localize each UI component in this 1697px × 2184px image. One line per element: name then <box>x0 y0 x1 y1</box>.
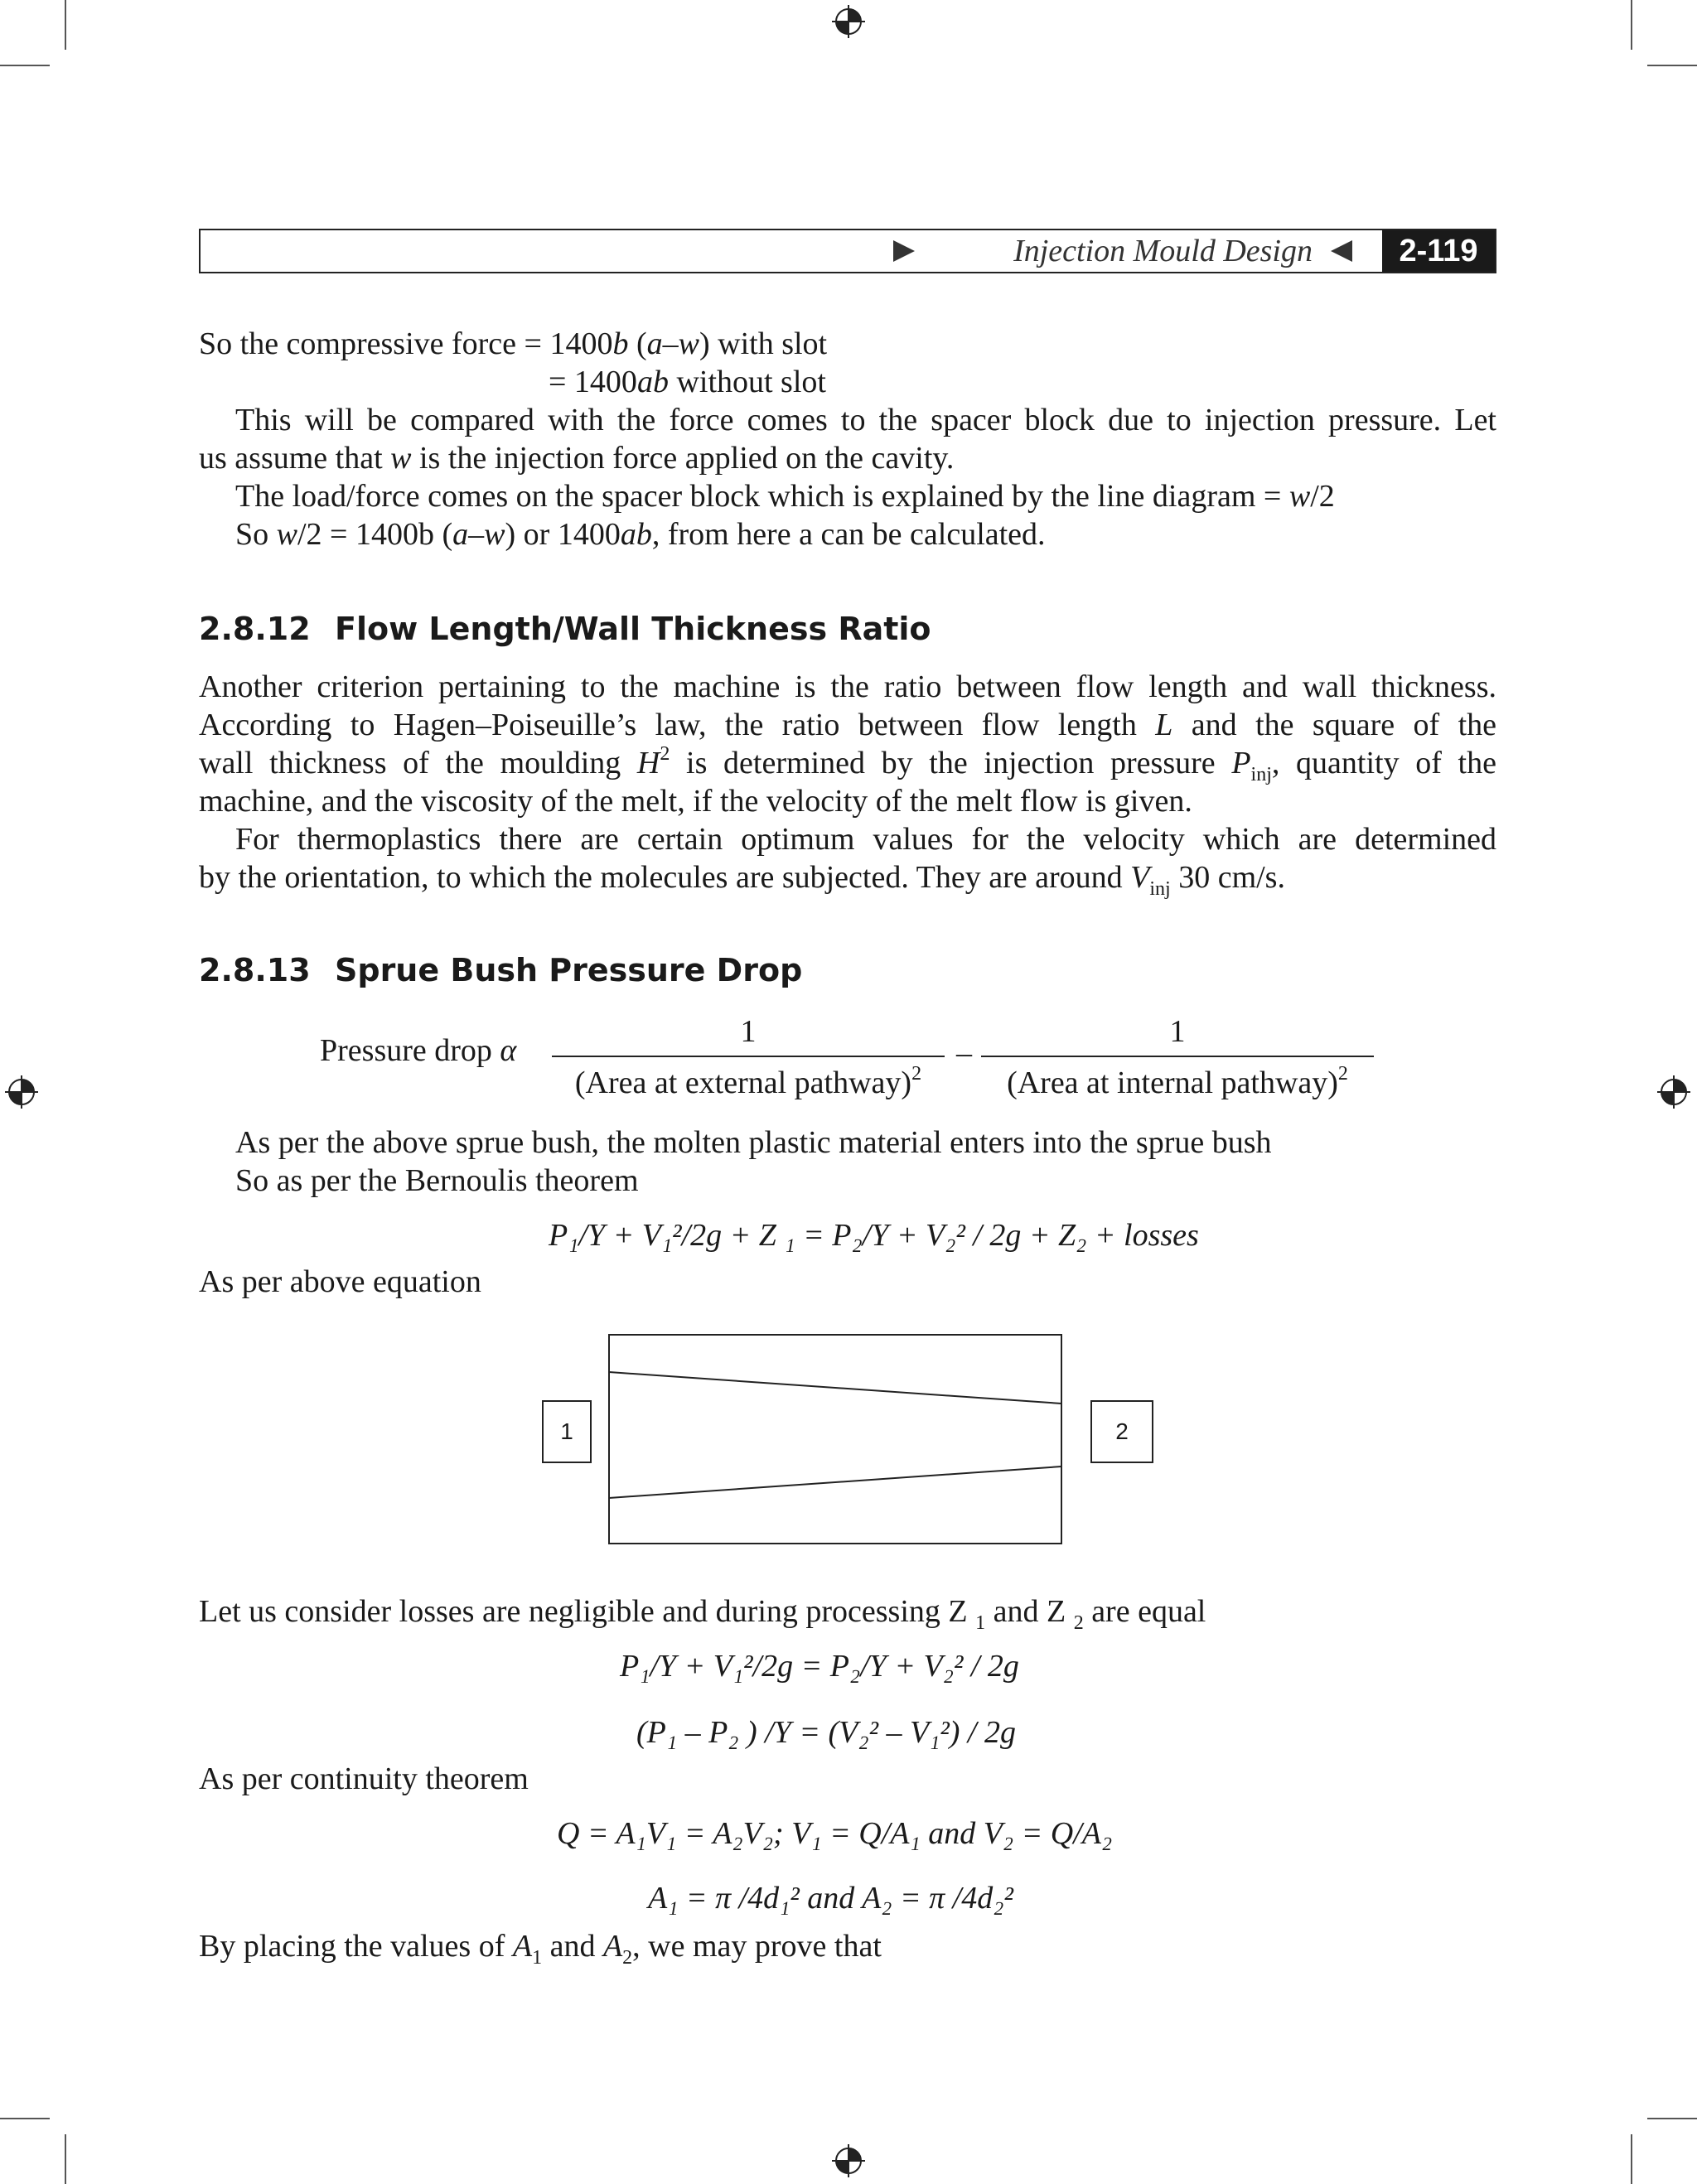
sprue-bush-outline <box>609 1335 1061 1544</box>
running-title: Injection Mould Design <box>1013 234 1313 268</box>
section-title: Flow Length/Wall Thickness Ratio <box>335 611 931 647</box>
registration-mark-right-icon <box>1657 1075 1690 1109</box>
running-header <box>199 229 1496 273</box>
sprue-bush-diagram <box>608 1334 1062 1544</box>
intro-line-2: = 1400ab without slot <box>549 365 826 399</box>
text-continuity: As per continuity theorem <box>199 1761 529 1796</box>
formula-minus: – <box>956 1036 972 1070</box>
intro-line-4: us assume that w is the injection force applied on the cavity. <box>199 441 955 476</box>
registration-mark-top-icon <box>832 5 865 38</box>
equation-4: A₁ = π /4d₁² and A₂ = π /4d₂² <box>648 1881 1013 1916</box>
registration-mark-left-icon <box>5 1075 38 1109</box>
triangle-right-icon <box>893 240 915 262</box>
crop-mark-tl-h <box>0 65 50 66</box>
formula-label: Pressure drop α <box>320 1033 517 1068</box>
crop-mark-bl-h <box>0 2118 50 2119</box>
fraction-internal: 1 (Area at internal pathway)$^2$ <box>981 1012 1374 1102</box>
section-number: 2.8.12 <box>199 611 311 647</box>
section-heading-2-8-13 <box>199 951 802 989</box>
intro-line-5: The load/force comes on the spacer block which is explained by the line diagram = w/2 <box>235 479 1335 514</box>
diagram-label-2: 2 <box>1090 1400 1153 1463</box>
diagram-label-1: 1 <box>542 1400 592 1463</box>
intro-line-1: So the compressive force = 1400b (a–w) with slot <box>199 326 828 361</box>
section-title: Sprue Bush Pressure Drop <box>335 952 803 988</box>
para1-line-3: wall thickness of the moulding $H^2$ is determined by the injection pressure $P_{inj}$, quantity of the <box>199 743 1496 785</box>
crop-mark-br-v <box>1631 2134 1632 2184</box>
sprue-taper-bottom <box>609 1466 1061 1498</box>
crop-mark-tr-h <box>1647 65 1697 66</box>
crop-mark-bl-v <box>65 2134 66 2184</box>
para2-line-2: by the orientation, to which the molecules are subjected. They are around $V_{inj}$ 30 cm/s. <box>199 860 1285 900</box>
equation-bernoulli: P₁/Y + V₁²/2g + Z ₁ = P₂/Y + V₂² / 2g + Z₂ + losses <box>549 1218 1199 1253</box>
text-sprue-bush: As per the above sprue bush, the molten plastic material enters into the sprue bush <box>235 1125 1272 1160</box>
section-heading-2-8-12 <box>199 610 931 648</box>
equation-1: P₁/Y + V₁²/2g = P₂/Y + V₂² / 2g <box>620 1649 1019 1684</box>
text-placing-values: By placing the values of $A_1$ and $A_2$, we may prove that <box>199 1929 882 1969</box>
fraction-bar <box>552 1056 945 1057</box>
page-number: 2-119 <box>1382 230 1495 272</box>
para1-line-2: According to Hagen–Poiseuille’s law, the ratio between flow length L and the square of the <box>199 708 1496 742</box>
text-losses: Let us consider losses are negligible and during processing Z $_1$ and Z $_2$ are equal <box>199 1594 1206 1634</box>
text-bernoulli-intro: So as per the Bernoulis theorem <box>235 1163 639 1198</box>
fraction-external: 1 (Area at external pathway)$^2$ <box>552 1012 945 1102</box>
equation-3: Q = A₁V₁ = A₂V₂; V₁ = Q/A₁ and V₂ = Q/A₂ <box>557 1816 1113 1851</box>
para1-line-4: machine, and the viscosity of the melt, if the velocity of the melt flow is given. <box>199 784 1192 819</box>
triangle-left-icon <box>1331 240 1352 262</box>
crop-mark-tl-v <box>65 0 66 50</box>
fraction-bar <box>981 1056 1374 1057</box>
registration-mark-bottom-icon <box>832 2144 865 2177</box>
crop-mark-br-h <box>1647 2118 1697 2119</box>
section-number: 2.8.13 <box>199 952 311 988</box>
crop-mark-tr-v <box>1631 0 1632 50</box>
para2-line-1: For thermoplastics there are certain optimum values for the velocity which are determined <box>235 822 1496 857</box>
sprue-taper-top <box>609 1372 1061 1404</box>
intro-line-6: So w/2 = 1400b (a–w) or 1400ab, from here a can be calculated. <box>235 517 1046 552</box>
para1-line-1: Another criterion pertaining to the machine is the ratio between flow length and wall thickness. <box>199 669 1496 704</box>
intro-line-3: This will be compared with the force comes to the spacer block due to injection pressure. Let <box>235 403 1496 437</box>
equation-2: (P₁ – P₂ ) /Y = (V₂² – V₁²) / 2g <box>636 1715 1016 1750</box>
text-per-above: As per above equation <box>199 1264 481 1299</box>
